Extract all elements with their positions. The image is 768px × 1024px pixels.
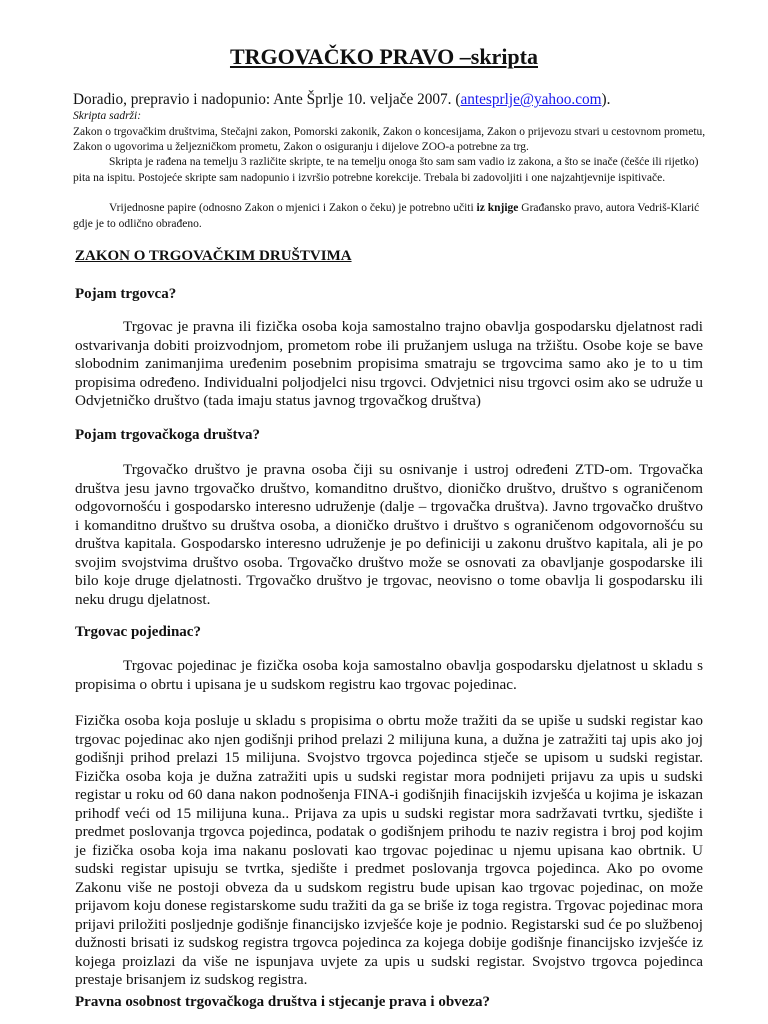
section-heading: ZAKON O TRGOVAČKIM DRUŠTVIMA [75,248,352,264]
contents-text: Zakon o trgovačkim društvima, Stečajni zakon, Pomorski zakonik, Zakon o koncesijama, Zakon o prijevozu stvari u cestovnom prometu, Zakon o ugovorima u željezničkom prometu, Zakon o osiguranju i dijelove ZOO-a potrebne za trg. [73,125,706,153]
note-bold: iz knjige [476,202,519,214]
author-credit [73,91,713,109]
question-heading: Trgovac pojedinac? [75,624,201,640]
question-heading: Pojam trgovca? [75,286,177,302]
note-sources: Skripta je rađena na temelju 3 različite skripte, te na temelju onoga što sam sam vadio iz zakona, a što se inače (češće ili rijetko) pita na ispitu. Postojeće skripte sam nadopunio i izvršio potrebne korekcije. Trebala bi zadovoljiti i one najzahtjevnije ispitivače. [73,156,699,184]
document-title: TRGOVAČKO PRAVO –skripta [229,44,538,69]
paragraph: Trgovac pojedinac je fizička osoba koja samostalno obavlja gospodarsku djelatnost u skladu s propisima o obrtu i upisana je u sudskom registru kao trgovac pojedinac. [75,657,703,693]
paragraph: Fizička osoba koja posluje u skladu s propisima o obrtu može tražiti da se upiše u sudski registar kao trgovac pojedinac ako njen godišnji prihod prelazi 2 milijuna kuna, a dužna je zatražiti taj upis ako joj godišnji prihod prelazi 15 milijuna. Svojstvo trgovca pojedinca stječe se upisom u sudski registar. Fizička osoba koja je dužna zatražiti upis u sudski registar mora podnijeti prijavu za upis u sudski registar u roku od 60 dana nakon podnošenja FINA-i godišnjih finacijskih izvješća u kojima je iskazan prihodf veći od 15 milijuna kuna.. Prijava za upis u sudski registar mora sadržavati tvrtku, sjedište i predmet poslovanja trgovca pojedinca, podatak o godišnjem prihodu te naziv registra i broj pod kojim je fizička osoba koja ima nakanu poslovati kao trgovac pojedinac u njemu upisana kao obrtnik. U sudski registar upisuju se tvrtka, sjedište i predmet poslovanja trgovca pojedinca. Ako po ovome Zakonu više ne postoji obveza da u sudskom registru bude upisan kao trgovac pojedinac, on može prijavom koju donese registarskome sudu tražiti da ga se briše iz toga registra. Trgovac pojedinac mora prijavi priložiti posljednje godišnje financijsko izvješće koje je podnio. Registarski sud će po službenoj dužnosti brisati iz sudskog registra trgovca pojedinca za kojega dobije godišnje financijsko izvješće iz kojega proizlazi da više ne ispunjava uvjete za upis u sudski registar. Svojstvo trgovca pojedinca prestaje brisanjem iz sudskog registra. [75,712,703,988]
credit-prefix: Doradio, prepravio i nadopunio: Ante Šprlje 10. veljače 2007. ( [73,91,461,108]
question-heading: Pojam trgovačkoga društva? [75,427,260,443]
question-heading: Pravna osobnost trgovačkoga društva i stjecanje prava i obveza? [75,994,490,1010]
paragraph: Trgovačko društvo je pravna osoba čiji su osnivanje i ustroj određeni ZTD-om. Trgovačka društva jesu javno trgovačko društvo, komanditno društvo, dioničko društvo, društvo s ograničenom odgovornošću i gospodarsko interesno udruženje (dalje – trgovačka društva). Javno trgovačko društvo i komanditno društvo su društva osoba, a dioničko društvo i društvo s ograničenom odgovornošću su društva kapitala. Gospodarsko interesno udruženje je po definiciji u zakonu društvo kapitala, ali je po svojim svojstvima društvo osoba. Trgovačko društvo može se osnovati za obavljanje gospodarske ili bilo koje druge djelatnosti. Trgovačko društvo je trgovac, neovisno o tome obavlja li gospodarsku ili neku drugu djelatnost. [75,461,703,608]
author-email-link[interactable]: antesprlje@yahoo.com [460,91,602,108]
contents-block [73,109,713,156]
note-securities: Vrijednosne papire (odnosno Zakon o mjenici i Zakon o čeku) je potrebno učiti iz knjige Građansko pravo, autora Vedriš-Klarić gdje je to odlično obrađeno. [73,202,700,230]
credit-suffix: ). [601,91,611,108]
contents-label: Skripta sadrži: [73,110,142,122]
paragraph: Trgovac je pravna ili fizička osoba koja samostalno trajno obavlja gospodarsku djelatnost radi ostvarivanja dobiti proizvodnjom, prometom robe ili pružanjem usluga na tržištu. Osobe koje se bave slobodnim zanimanjima uređenim posebnim propisima smatraju se trgovcima samo ako je to u tim propisima određeno. Individualni poljodjelci nisu trgovci. Odvjetnici nisu trgovci osim ako se udruže u Odvjetničko društvo (tada imaju status javnog trgovačkog društva) [75,318,703,409]
